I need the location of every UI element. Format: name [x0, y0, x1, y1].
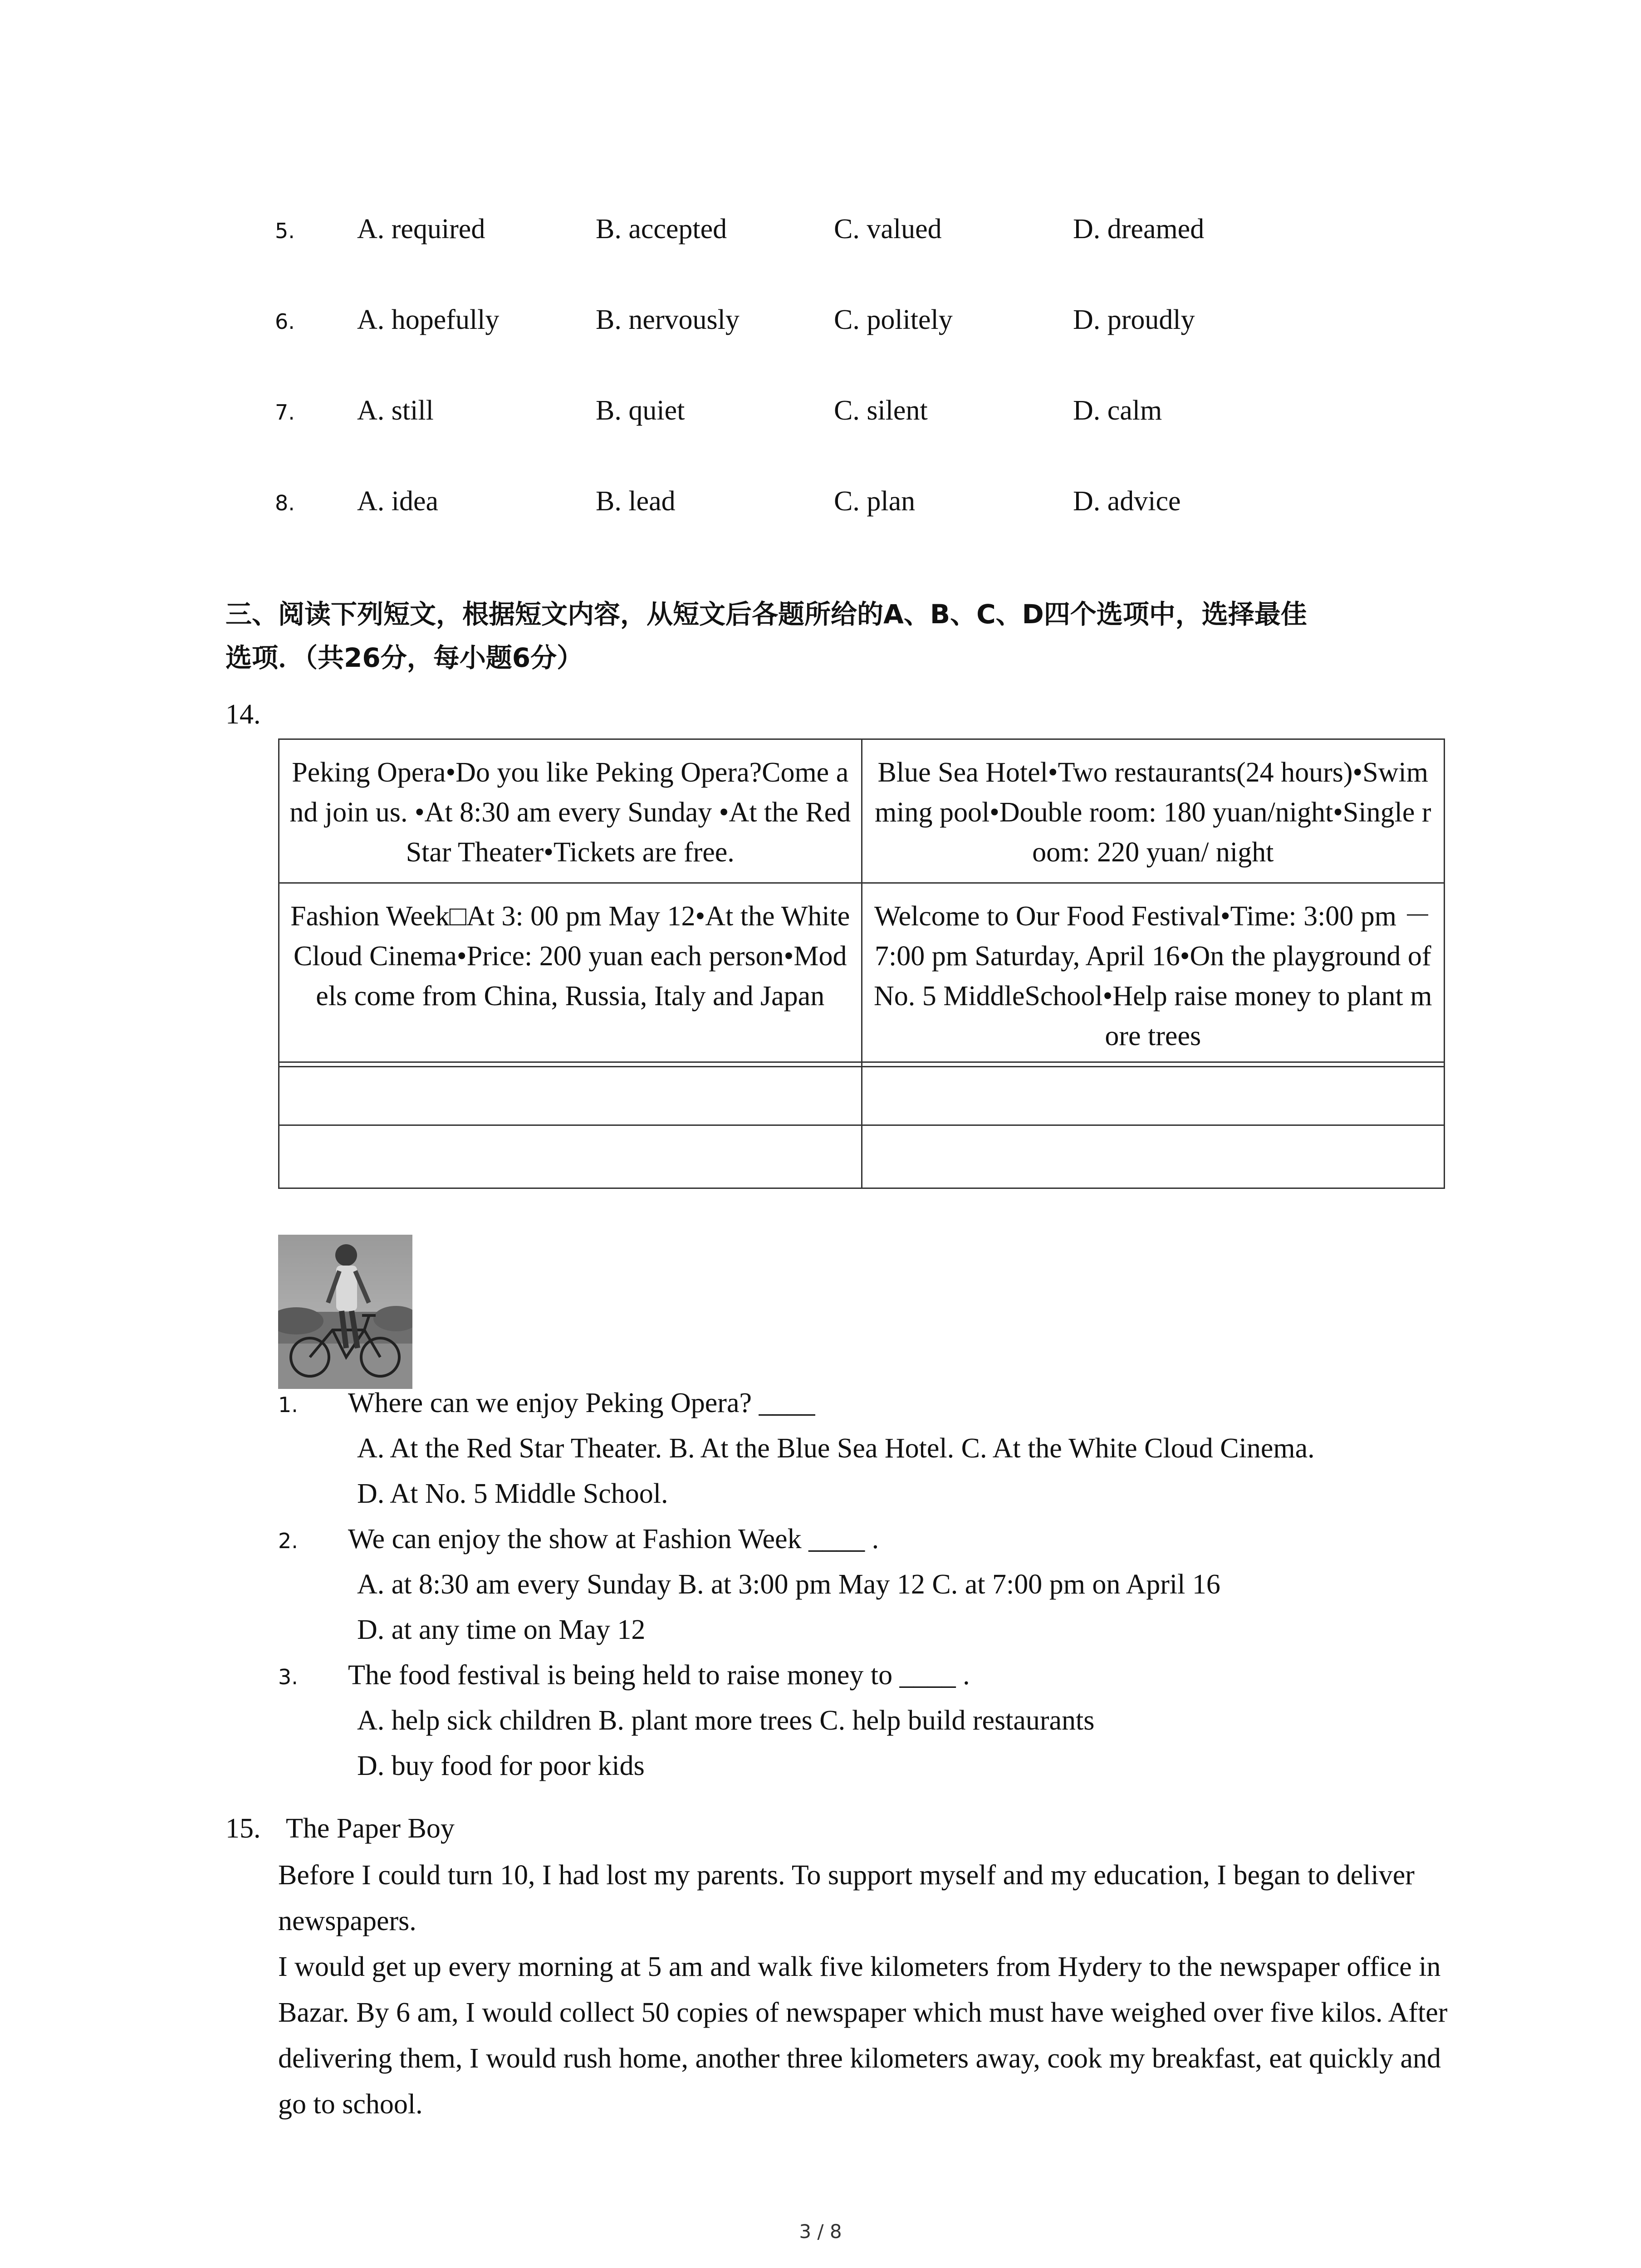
- page-number: 3 / 8: [799, 2220, 842, 2243]
- sub-question-2-number: 2.: [278, 1529, 298, 1553]
- option-a: A. idea: [357, 486, 439, 517]
- option-a: A. required: [357, 214, 485, 244]
- question-number: 7.: [275, 400, 295, 425]
- option-b: B. accepted: [596, 214, 727, 244]
- sub-question-1-options-line2: D. At No. 5 Middle School.: [357, 1478, 668, 1509]
- option-d: D. dreamed: [1073, 214, 1205, 244]
- sub-question-2-options-line1: A. at 8:30 am every Sunday B. at 3:00 pm May 12 C. at 7:00 pm on April 16: [357, 1569, 1220, 1600]
- option-c: C. politely: [834, 304, 953, 335]
- section-heading: [225, 592, 1450, 679]
- empty-cell: [862, 1062, 1445, 1125]
- sub-question-1-text: Where can we enjoy Peking Opera? ____: [348, 1388, 815, 1418]
- photo-illustration: [278, 1235, 412, 1389]
- passage-paragraph-2: I would get up every morning at 5 am and walk five kilometers from Hydery to the newspaper office in Bazar. By 6 am, I would collect 50 copies of newspaper which must have weighed over five kilos. After delivering them, I would rush home, another three kilometers away, cook my breakfast, eat quickly and go to school.: [278, 1951, 1448, 2120]
- passage-title: The Paper Boy: [286, 1813, 455, 1844]
- boy-bicycle-photo: [278, 1235, 412, 1389]
- option-b: B. nervously: [596, 304, 740, 335]
- empty-table: [278, 1061, 1445, 1189]
- sub-question-3-number: 3.: [278, 1665, 298, 1689]
- question-number: 6.: [275, 309, 295, 334]
- ad-peking-opera: Peking Opera•Do you like Peking Opera?Come and join us. •At 8:30 am every Sunday •At the Red Star Theater•Tickets are free.: [279, 739, 862, 883]
- option-d: D. calm: [1073, 395, 1162, 426]
- option-c: C. valued: [834, 214, 942, 244]
- option-b: B. lead: [596, 486, 676, 517]
- ad-fashion-week: Fashion Week□At 3: 00 pm May 12•At the White Cloud Cinema•Price: 200 yuan each person•Models come from China, Russia, Italy and Japan: [279, 883, 862, 1067]
- option-d: D. proudly: [1073, 304, 1195, 335]
- option-a: A. still: [357, 395, 434, 426]
- option-c: C. silent: [834, 395, 928, 426]
- question-number: 8.: [275, 491, 295, 515]
- option-row-8: [0, 485, 1641, 526]
- empty-cell: [279, 1125, 862, 1188]
- passage-paragraph-1: Before I could turn 10, I had lost my parents. To support myself and my education, I began to deliver newspapers.: [278, 1860, 1415, 1936]
- sub-question-1-number: 1.: [278, 1393, 298, 1417]
- option-row-6: [0, 304, 1641, 345]
- empty-cell: [862, 1125, 1445, 1188]
- option-d: D. advice: [1073, 486, 1181, 517]
- sub-question-1-options-line1: A. At the Red Star Theater. B. At the Blue Sea Hotel. C. At the White Cloud Cinema.: [357, 1433, 1315, 1464]
- section-heading-line2: 选项．（共26分，每小题6分）: [225, 642, 583, 673]
- option-b: B. quiet: [596, 395, 685, 426]
- ad-blue-sea-hotel: Blue Sea Hotel•Two restaurants(24 hours)•Swimming pool•Double room: 180 yuan/night•Single room: 220 yuan/ night: [862, 739, 1445, 883]
- sub-question-3-options-line2: D. buy food for poor kids: [357, 1750, 645, 1781]
- option-a: A. hopefully: [357, 304, 500, 335]
- sub-question-3-text: The food festival is being held to raise money to ____ .: [348, 1660, 970, 1691]
- section-heading-line1: 三、阅读下列短文，根据短文内容，从短文后各题所给的A、B、C、D四个选项中，选择最佳: [225, 599, 1307, 630]
- empty-cell: [279, 1062, 862, 1125]
- sub-question-2-text: We can enjoy the show at Fashion Week ____ .: [348, 1524, 879, 1554]
- ad-food-festival: Welcome to Our Food Festival•Time: 3:00 pm －7:00 pm Saturday, April 16•On the playground of No. 5 MiddleSchool•Help raise money to plant more trees: [862, 883, 1445, 1067]
- option-c: C. plan: [834, 486, 916, 517]
- sub-question-2-options-line2: D. at any time on May 12: [357, 1614, 646, 1645]
- question-14-number: 14.: [225, 699, 261, 730]
- question-15-number: 15.: [225, 1813, 261, 1844]
- option-row-7: [0, 395, 1641, 435]
- option-row-5: [0, 213, 1641, 254]
- sub-question-3-options-line1: A. help sick children B. plant more trees C. help build restaurants: [357, 1705, 1095, 1736]
- question-number: 5.: [275, 219, 295, 243]
- ads-table: [278, 738, 1445, 1067]
